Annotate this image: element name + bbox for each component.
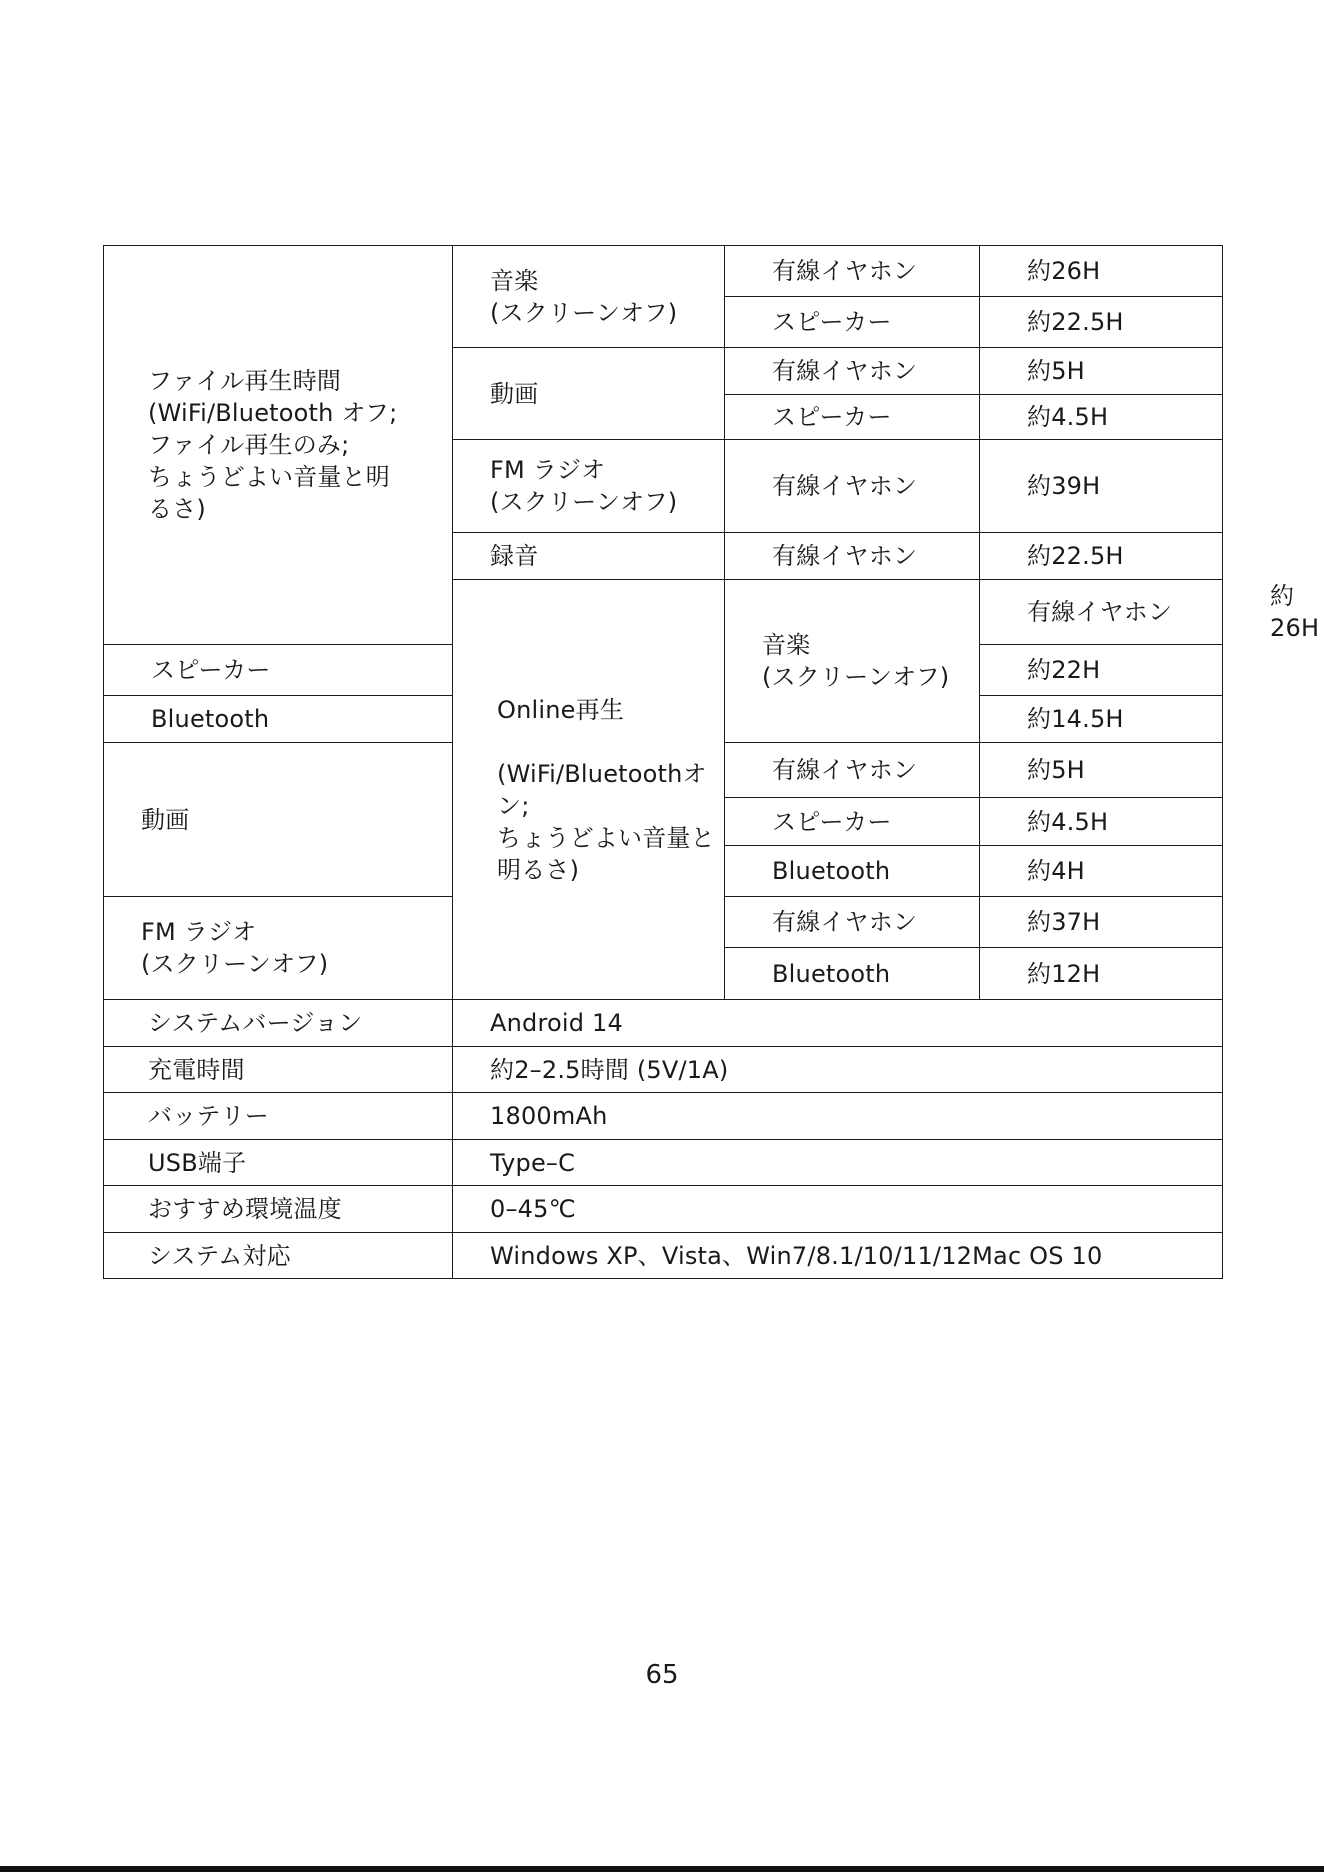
output-cell: Bluetooth [104,696,453,743]
output-cell: Bluetooth [725,948,980,1000]
table-row [104,246,1223,297]
output-cell: 有線イヤホン [725,246,980,297]
output-cell: スピーカー [104,645,453,696]
time-cell: 約5H [980,743,1223,798]
time-cell: 約37H [980,897,1223,948]
output-cell: 有線イヤホン [725,743,980,798]
table-row [104,1000,1223,1047]
time-cell: 約39H [980,440,1223,533]
spec-value: Type–C [453,1140,1223,1186]
spec-label: システムバージョン [104,1000,453,1047]
time-cell: 約22.5H [980,297,1223,348]
time-cell: 約4.5H [980,798,1223,846]
file-playback-label: ファイル再生時間 (WiFi/Bluetooth オフ; ファイル再生のみ; ちょうどよい音量と明 るさ) [104,246,453,645]
table-row [104,1047,1223,1093]
spec-value: 約2–2.5時間 (5V/1A) [453,1047,1223,1093]
table-row: Online再生 (WiFi/Bluetoothオン; ちょうどよい音量と 明るさ) 音楽 (スクリーンオフ) 有線イヤホン 約26H [104,580,1223,645]
output-cell: 有線イヤホン [725,533,980,580]
online-music-mode: 音楽 (スクリーンオフ) [725,580,980,743]
output-cell: スピーカー [725,798,980,846]
spec-label: 充電時間 [104,1047,453,1093]
online-playback-label: Online再生 (WiFi/Bluetoothオン; ちょうどよい音量と 明るさ) [453,580,725,1000]
spec-value: 1800mAh [453,1093,1223,1140]
time-cell: 約4.5H [980,395,1223,440]
file-fm-mode: FM ラジオ (スクリーンオフ) [453,440,725,533]
time-cell: 約12H [980,948,1223,1000]
output-cell: Bluetooth [725,846,980,897]
online-video-mode: 動画 [104,743,453,897]
output-cell: 有線イヤホン [725,348,980,395]
time-cell: 約4H [980,846,1223,897]
spec-label: USB端子 [104,1140,453,1186]
output-cell: スピーカー [725,395,980,440]
time-cell: 約26H [980,246,1223,297]
file-video-mode: 動画 [453,348,725,440]
table-row [104,1093,1223,1140]
spec-value: Android 14 [453,1000,1223,1047]
table-row [104,1140,1223,1186]
output-cell: 有線イヤホン [980,580,1223,645]
table-row [104,1186,1223,1233]
page-number: 65 [645,1660,679,1690]
spec-value: 0–45℃ [453,1186,1223,1233]
file-music-mode: 音楽 (スクリーンオフ) [453,246,725,348]
bottom-rule [0,1866,1324,1872]
spec-value: Windows XP、Vista、Win7/8.1/10/11/12Mac OS 10 [453,1233,1223,1279]
time-cell: 約5H [980,348,1223,395]
spec-label: おすすめ環境温度 [104,1186,453,1233]
output-cell: スピーカー [725,297,980,348]
table-row [104,1233,1223,1279]
output-cell: 有線イヤホン [725,440,980,533]
time-cell: 約14.5H [980,696,1223,743]
output-cell: 有線イヤホン [725,897,980,948]
time-cell: 約22.5H [980,533,1223,580]
online-fm-mode: FM ラジオ (スクリーンオフ) [104,897,453,1000]
file-recording-mode: 録音 [453,533,725,580]
spec-table [103,245,1320,1279]
spec-label: バッテリー [104,1093,453,1140]
time-cell: 約22H [980,645,1223,696]
spec-label: システム対応 [104,1233,453,1279]
